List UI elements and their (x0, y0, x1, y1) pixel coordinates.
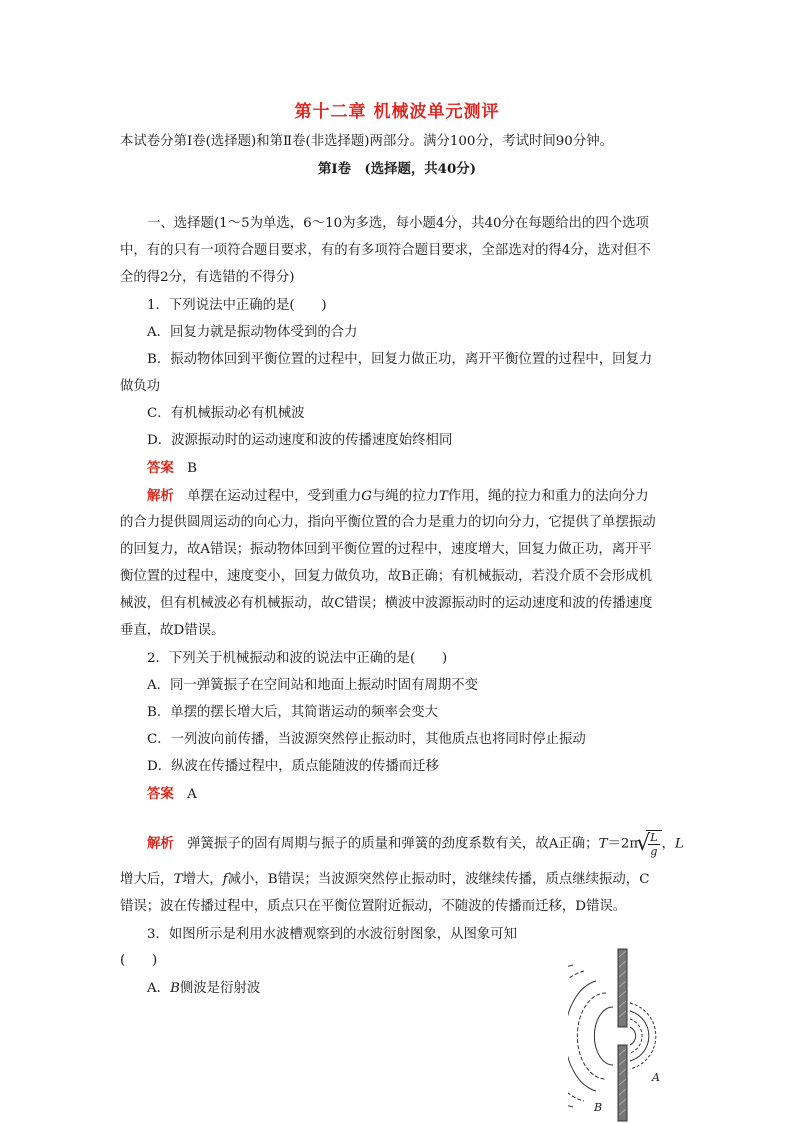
analysis-text: 弹簧振子的固有周期与振子的质量和弹簧的劲度系数有关，故A正确； (187, 836, 599, 852)
q1-option-d: D．波源振动时的运动速度和波的传播速度始终相同 (147, 433, 453, 448)
option-text: 侧波是衍射波 (179, 981, 261, 996)
document-title: 第十二章 机械波单元测评 (294, 102, 500, 122)
q2-analysis-line3: 错误；波在传播过程中，质点只在平衡位置附近振动，不随波的传播而迁移，D错误。 (120, 899, 627, 914)
analysis-text: 增大后， (120, 872, 174, 887)
section1-instructions-line2: 中，有的只有一项符合题目要求，有的有多项符合题目要求，全部选对的得4分，选对但不 (120, 243, 651, 258)
fraction-numerator: √ L (650, 831, 658, 844)
section1-instructions-line1: 一、选择题(1～5为单选，6～10为多选，每小题4分，共40分在每题给出的四个选项 (147, 216, 649, 231)
q1-option-a: A．回复力就是振动物体受到的合力 (147, 325, 358, 340)
q1-option-c: C．有机械振动必有机械波 (147, 406, 305, 421)
analysis-text: 作用，绳的拉力和重力的法向分力 (447, 489, 649, 504)
q3-stem: 3．如图所示是利用水波槽观察到的水波衍射图象，从图象可知 (147, 927, 518, 942)
q1-answer (147, 459, 197, 478)
q2-option-d: D．纵波在传播过程中，质点能随波的传播而迁移 (147, 759, 439, 774)
q2-analysis-line2 (120, 871, 649, 889)
fraction-denominator: g (650, 845, 658, 858)
symbol-t: T (173, 872, 183, 887)
q2-option-a: A．同一弹簧振子在空间站和地面上振动时固有周期不变 (147, 678, 479, 693)
q1-option-b-line1: B．振动物体回到平衡位置的过程中，回复力做正功，离开平衡位置的过程中，回复力 (147, 352, 653, 367)
symbol-g: G (361, 489, 372, 504)
analysis-label: 解析 (147, 488, 174, 504)
figure-label-a: A (652, 1071, 660, 1084)
analysis-text: 单摆在运动过程中，受到重力 (187, 489, 362, 504)
q2-option-c: C．一列波向前传播，当波源突然停止振动时，其他质点也将同时停止振动 (147, 732, 586, 747)
symbol-l: L (674, 836, 684, 852)
symbol-t: T (598, 836, 608, 852)
q1-analysis-line2: 的合力提供圆周运动的向心力，指向平衡位置的合力是重力的切向分力，它提供了单摆振动 (120, 515, 656, 530)
barrier-upper (618, 949, 627, 1027)
q3-paren: ( ) (120, 953, 158, 968)
figure-label-b: B (594, 1101, 603, 1114)
q1-stem: 1．下列说法中正确的是( ) (147, 298, 327, 313)
analysis-text: 减小，B错误；当波源突然停止振动时，波继续传播，质点继续振动，C (227, 872, 650, 887)
q1-analysis-line3: 的回复力，故A错误；振动物体回到平衡位置的过程中，速度增大，回复力做正功，离开平 (120, 542, 652, 557)
section1-instructions-line3: 全的得2分，有选错的不得分) (120, 270, 295, 285)
option-prefix: A． (147, 981, 171, 996)
q1-analysis-line4: 衡位置的过程中，速度变小，回复力做负功，故B正确；有机械振动，若没介质不会形成机 (120, 569, 653, 584)
q3-option-a (147, 980, 260, 998)
intro-text: 本试卷分第Ⅰ卷(选择题)和第Ⅱ卷(非选择题)两部分。满分100分，考试时间90分钟。 (120, 134, 613, 149)
water-wave-diffraction-figure (568, 943, 676, 1123)
incident-waves (568, 965, 613, 1107)
analysis-text: ， (661, 836, 675, 852)
answer-value: B (187, 461, 198, 476)
analysis-label: 解析 (147, 835, 174, 852)
answer-label: 答案 (147, 460, 174, 476)
q2-stem: 2．下列关于机械振动和波的说法中正确的是( ) (147, 651, 448, 666)
formula-equals: ＝2π (607, 836, 639, 852)
symbol-t: T (438, 489, 448, 504)
part1-heading: 第Ⅰ卷 (选择题，共40分) (317, 161, 477, 177)
sqrt-symbol (646, 830, 661, 858)
diffracted-waves (630, 1003, 656, 1069)
q2-option-b: B．单摆的摆长增大后，其简谐运动的频率会变大 (147, 705, 439, 720)
q1-option-b-line2: 做负功 (120, 379, 161, 394)
symbol-b: B (170, 981, 180, 996)
answer-label: 答案 (147, 786, 174, 802)
analysis-text: 与绳的拉力 (371, 489, 439, 504)
q2-answer (147, 785, 197, 804)
q1-analysis-line6: 垂直，故D错误。 (120, 623, 225, 638)
symbol-f: f (222, 872, 228, 887)
q2-analysis-line1 (147, 830, 684, 858)
formula-fraction (648, 831, 659, 858)
q1-analysis-line5: 械波，但有机械波必有机械振动，故C错误；横波中波源振动时的运动速度和波的传播速度 (120, 596, 653, 611)
analysis-text: 增大， (182, 872, 223, 887)
q1-analysis-line1 (147, 487, 649, 506)
answer-value: A (187, 787, 197, 802)
